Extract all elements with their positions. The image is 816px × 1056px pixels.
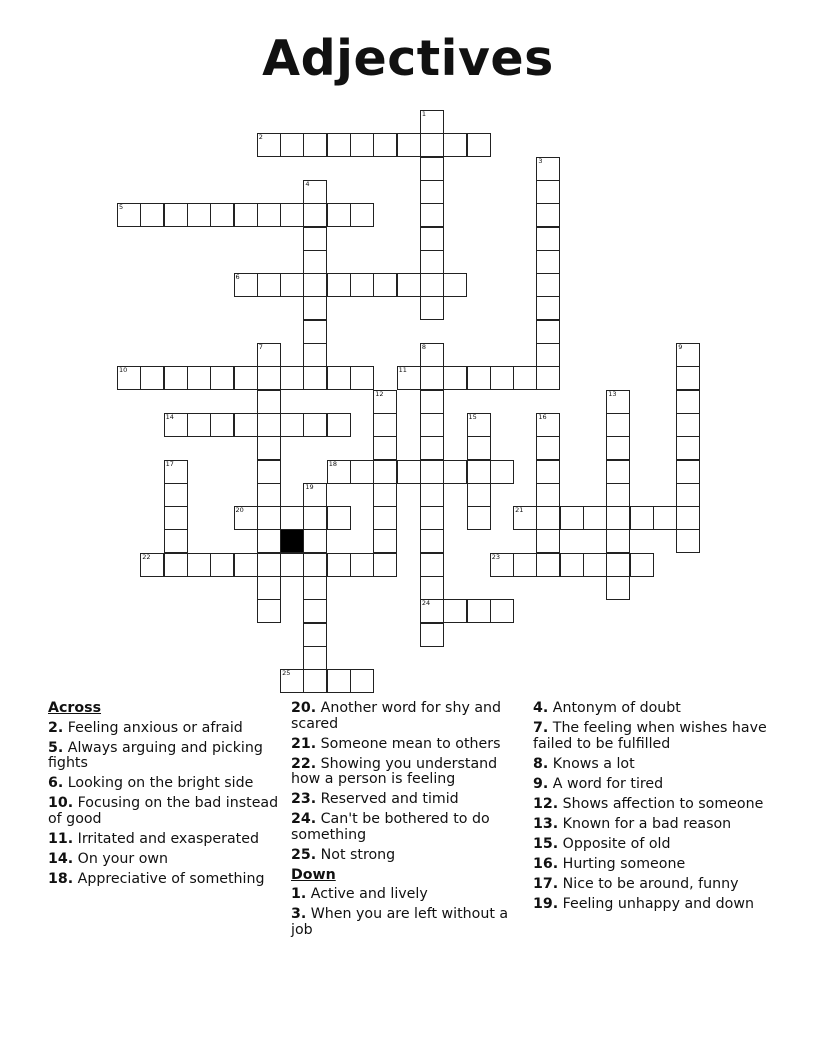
clue-item-number: 23. bbox=[291, 791, 317, 807]
clue-number: 17 bbox=[165, 459, 174, 468]
clue-item-text: Feeling anxious or afraid bbox=[63, 719, 243, 736]
grid-cell[interactable] bbox=[187, 366, 211, 390]
grid-cell[interactable] bbox=[303, 506, 327, 530]
grid-cell[interactable] bbox=[420, 436, 444, 460]
grid-cell[interactable] bbox=[140, 366, 164, 390]
grid-cell[interactable] bbox=[676, 436, 700, 460]
clue-number: 1 bbox=[421, 110, 427, 118]
grid-cell[interactable] bbox=[327, 506, 351, 530]
grid-cell[interactable] bbox=[676, 413, 700, 437]
grid-cell[interactable] bbox=[303, 483, 327, 507]
grid-cell[interactable] bbox=[257, 553, 281, 577]
grid-cell[interactable] bbox=[397, 366, 421, 390]
grid-cell[interactable] bbox=[257, 413, 281, 437]
grid-cell[interactable] bbox=[373, 273, 397, 297]
grid-cell[interactable] bbox=[373, 390, 397, 414]
grid-cell[interactable] bbox=[164, 506, 188, 530]
grid-cell[interactable] bbox=[420, 483, 444, 507]
grid-cell[interactable] bbox=[606, 506, 630, 530]
grid-cell[interactable] bbox=[257, 203, 281, 227]
grid-cell[interactable] bbox=[560, 506, 584, 530]
grid-cell[interactable] bbox=[327, 460, 351, 484]
grid-cell[interactable] bbox=[630, 553, 654, 577]
clue-number: 11 bbox=[398, 366, 407, 375]
grid-cell[interactable] bbox=[303, 180, 327, 204]
clue-item-number: 11. bbox=[48, 830, 74, 847]
clue-item bbox=[291, 737, 527, 753]
grid-cell[interactable] bbox=[257, 390, 281, 414]
grid-cell[interactable] bbox=[303, 343, 327, 367]
grid-cell[interactable] bbox=[676, 483, 700, 507]
grid-cell[interactable] bbox=[653, 506, 677, 530]
clue-number: 2 bbox=[258, 133, 263, 142]
grid-cell[interactable] bbox=[420, 273, 444, 297]
grid-cell[interactable] bbox=[443, 599, 467, 623]
grid-cell[interactable] bbox=[350, 460, 374, 484]
grid-cell[interactable] bbox=[443, 460, 467, 484]
grid-cell[interactable] bbox=[420, 576, 444, 600]
grid-cell[interactable] bbox=[257, 366, 281, 390]
grid-cell[interactable] bbox=[257, 576, 281, 600]
grid-cell[interactable] bbox=[327, 203, 351, 227]
grid-cell[interactable] bbox=[350, 273, 374, 297]
grid-cell[interactable] bbox=[303, 623, 327, 647]
clue-number: 18 bbox=[328, 459, 337, 468]
grid-cell[interactable] bbox=[117, 366, 141, 390]
clue-item-text: Irritated and exasperated bbox=[73, 830, 259, 847]
clue-item-number: 7. bbox=[533, 720, 549, 736]
clue-item-text: A word for tired bbox=[548, 775, 664, 792]
clue-item bbox=[48, 796, 284, 827]
clue-item-number: 14. bbox=[48, 850, 74, 867]
clue-item bbox=[533, 837, 769, 853]
grid-cell[interactable] bbox=[350, 553, 374, 577]
grid-cell[interactable] bbox=[467, 460, 491, 484]
clue-number: 21 bbox=[515, 506, 524, 515]
clue-item bbox=[48, 721, 284, 737]
grid-cell[interactable] bbox=[373, 413, 397, 437]
clue-item-text: Shows affection to someone bbox=[558, 795, 764, 812]
grid-cell[interactable] bbox=[420, 623, 444, 647]
clue-item bbox=[48, 776, 284, 792]
grid-cell[interactable] bbox=[513, 366, 537, 390]
grid-cell[interactable] bbox=[280, 413, 304, 437]
grid-cell[interactable] bbox=[397, 273, 421, 297]
grid-cell[interactable] bbox=[373, 483, 397, 507]
grid-cell[interactable] bbox=[420, 180, 444, 204]
clue-item-text: Looking on the bright side bbox=[63, 775, 254, 791]
grid-cell[interactable] bbox=[536, 273, 560, 297]
grid-cell[interactable] bbox=[280, 553, 304, 577]
grid-cell[interactable] bbox=[490, 553, 514, 577]
grid-cell[interactable] bbox=[420, 157, 444, 181]
grid-cell[interactable] bbox=[373, 436, 397, 460]
grid-cell[interactable] bbox=[420, 203, 444, 227]
grid-cell[interactable] bbox=[303, 250, 327, 274]
grid-cell[interactable] bbox=[420, 250, 444, 274]
grid-cell[interactable] bbox=[303, 366, 327, 390]
clue-item-text: Knows a lot bbox=[548, 755, 635, 772]
clue-item-text: Feeling unhappy and down bbox=[558, 895, 754, 912]
grid-cell[interactable] bbox=[303, 296, 327, 320]
clue-item-text: Focusing on the bad instead of good bbox=[48, 795, 279, 827]
clue-item-number: 25. bbox=[291, 846, 317, 863]
grid-cell[interactable] bbox=[513, 553, 537, 577]
clues-column-2 bbox=[291, 701, 527, 943]
grid-cell[interactable] bbox=[606, 483, 630, 507]
grid-cell[interactable] bbox=[606, 436, 630, 460]
clue-item bbox=[291, 812, 527, 843]
grid-cell[interactable] bbox=[327, 273, 351, 297]
grid-cell[interactable] bbox=[327, 366, 351, 390]
clue-item-text: When you are left without a job bbox=[291, 906, 509, 938]
clue-item bbox=[291, 907, 527, 938]
grid-cell[interactable] bbox=[420, 227, 444, 251]
clue-item-text: Someone mean to others bbox=[316, 735, 501, 752]
grid-cell[interactable] bbox=[606, 390, 630, 414]
grid-cell[interactable] bbox=[280, 273, 304, 297]
grid-cell[interactable] bbox=[327, 553, 351, 577]
grid-cell[interactable] bbox=[490, 599, 514, 623]
clue-item-number: 22. bbox=[291, 755, 317, 772]
clue-item bbox=[533, 797, 769, 813]
grid-cell[interactable] bbox=[676, 506, 700, 530]
grid-cell[interactable] bbox=[536, 366, 560, 390]
grid-cell[interactable] bbox=[467, 133, 491, 157]
across-heading: Across bbox=[48, 700, 102, 716]
grid-cell[interactable] bbox=[164, 483, 188, 507]
clue-item-number: 18. bbox=[48, 870, 74, 887]
grid-cell[interactable] bbox=[420, 553, 444, 577]
grid-cell[interactable] bbox=[303, 599, 327, 623]
grid-cell[interactable] bbox=[257, 436, 281, 460]
clue-number: 24 bbox=[421, 599, 431, 608]
grid-cell[interactable] bbox=[327, 413, 351, 437]
grid-cell[interactable] bbox=[606, 529, 630, 553]
grid-cell[interactable] bbox=[257, 529, 281, 553]
grid-cell[interactable] bbox=[397, 460, 421, 484]
grid-cell[interactable] bbox=[536, 296, 560, 320]
grid-cell[interactable] bbox=[303, 529, 327, 553]
clues-column-1 bbox=[48, 701, 284, 892]
grid-cell[interactable] bbox=[536, 483, 560, 507]
grid-cell[interactable] bbox=[467, 506, 491, 530]
clue-number: 23 bbox=[491, 552, 501, 561]
grid-cell[interactable] bbox=[164, 529, 188, 553]
clue-number: 6 bbox=[235, 273, 240, 282]
clue-item-number: 3. bbox=[291, 906, 307, 922]
grid-cell[interactable] bbox=[630, 506, 654, 530]
grid-cell[interactable] bbox=[420, 366, 444, 390]
grid-cell[interactable] bbox=[420, 390, 444, 414]
grid-cell[interactable] bbox=[606, 413, 630, 437]
grid-cell[interactable] bbox=[164, 366, 188, 390]
grid-cell[interactable] bbox=[257, 506, 281, 530]
clue-number: 19 bbox=[305, 482, 314, 491]
grid-cell[interactable] bbox=[303, 413, 327, 437]
grid-cell[interactable] bbox=[140, 203, 164, 227]
grid-cell[interactable] bbox=[234, 506, 258, 530]
clue-number: 16 bbox=[538, 412, 547, 421]
grid-cell[interactable] bbox=[443, 366, 467, 390]
grid-cell[interactable] bbox=[234, 553, 258, 577]
grid-cell[interactable] bbox=[350, 133, 374, 157]
grid-cell[interactable] bbox=[490, 460, 514, 484]
grid-cell[interactable] bbox=[467, 366, 491, 390]
clue-item bbox=[48, 852, 284, 868]
clue-item-text: Always arguing and picking fights bbox=[48, 739, 263, 771]
clue-item-number: 16. bbox=[533, 855, 559, 872]
clue-item-text: Active and lively bbox=[306, 886, 428, 902]
grid-cell[interactable] bbox=[606, 460, 630, 484]
clue-number: 7 bbox=[258, 343, 263, 351]
clue-item-number: 17. bbox=[533, 875, 559, 892]
grid-cell[interactable] bbox=[280, 506, 304, 530]
grid-cell[interactable] bbox=[280, 203, 304, 227]
clue-item-text: Nice to be around, funny bbox=[558, 875, 739, 892]
grid-cell[interactable] bbox=[536, 553, 560, 577]
grid-cell[interactable] bbox=[536, 436, 560, 460]
grid-cell[interactable] bbox=[467, 436, 491, 460]
clue-number: 9 bbox=[678, 343, 683, 351]
grid-cell[interactable] bbox=[420, 110, 444, 134]
clue-item bbox=[533, 817, 769, 833]
black-square bbox=[280, 529, 304, 553]
grid-cell[interactable] bbox=[303, 273, 327, 297]
grid-cell[interactable] bbox=[467, 483, 491, 507]
clue-item bbox=[533, 777, 769, 793]
grid-cell[interactable] bbox=[280, 133, 304, 157]
clue-item-number: 12. bbox=[533, 795, 559, 812]
grid-cell[interactable] bbox=[187, 203, 211, 227]
grid-cell[interactable] bbox=[373, 553, 397, 577]
clue-item-text: The feeling when wishes have failed to be fulfilled bbox=[533, 720, 767, 752]
grid-cell[interactable] bbox=[164, 460, 188, 484]
grid-cell[interactable] bbox=[257, 273, 281, 297]
clue-item-number: 8. bbox=[533, 755, 549, 772]
clue-number: 25 bbox=[282, 669, 291, 678]
clue-item bbox=[533, 857, 769, 873]
grid-cell[interactable] bbox=[303, 320, 327, 344]
grid-cell[interactable] bbox=[420, 413, 444, 437]
clue-item-number: 2. bbox=[48, 719, 64, 736]
clue-item bbox=[291, 848, 527, 864]
clue-item-text: Not strong bbox=[316, 846, 396, 863]
grid-cell[interactable] bbox=[490, 366, 514, 390]
grid-cell[interactable] bbox=[676, 529, 700, 553]
clue-item-number: 19. bbox=[533, 895, 559, 912]
clue-item bbox=[48, 872, 284, 888]
grid-cell[interactable] bbox=[676, 366, 700, 390]
grid-cell[interactable] bbox=[536, 320, 560, 344]
clue-item-number: 20. bbox=[291, 700, 317, 716]
clue-item-text: Opposite of old bbox=[558, 835, 671, 852]
clue-item-number: 6. bbox=[48, 775, 64, 791]
grid-cell[interactable] bbox=[536, 180, 560, 204]
clue-item-number: 21. bbox=[291, 735, 317, 752]
grid-cell[interactable] bbox=[234, 203, 258, 227]
grid-cell[interactable] bbox=[397, 133, 421, 157]
clue-number: 12 bbox=[375, 389, 384, 398]
clue-item-number: 13. bbox=[533, 815, 559, 832]
clue-item bbox=[533, 877, 769, 893]
clue-item bbox=[533, 897, 769, 913]
clue-item-number: 1. bbox=[291, 886, 307, 902]
grid-cell[interactable] bbox=[676, 343, 700, 367]
grid-cell[interactable] bbox=[420, 599, 444, 623]
grid-cell[interactable] bbox=[327, 133, 351, 157]
clue-number: 8 bbox=[421, 343, 427, 351]
clue-item-text: Hurting someone bbox=[558, 855, 686, 872]
clue-item-text: Known for a bad reason bbox=[558, 815, 732, 832]
clue-number: 14 bbox=[165, 412, 174, 421]
grid-cell[interactable] bbox=[676, 460, 700, 484]
clue-item bbox=[48, 741, 284, 772]
grid-cell[interactable] bbox=[373, 460, 397, 484]
grid-cell[interactable] bbox=[536, 227, 560, 251]
grid-cell[interactable] bbox=[536, 157, 560, 181]
grid-cell[interactable] bbox=[303, 669, 327, 693]
clue-item bbox=[291, 792, 527, 808]
grid-cell[interactable] bbox=[420, 343, 444, 367]
grid-cell[interactable] bbox=[536, 250, 560, 274]
puzzle-title: Adjectives bbox=[262, 30, 554, 87]
clue-item-text: Can't be bothered to do something bbox=[291, 811, 490, 843]
clues-column-3 bbox=[533, 701, 769, 917]
clue-item-number: 9. bbox=[533, 775, 549, 792]
grid-cell[interactable] bbox=[257, 483, 281, 507]
clue-item-text: Another word for shy and scared bbox=[291, 700, 502, 732]
grid-cell[interactable] bbox=[187, 413, 211, 437]
grid-cell[interactable] bbox=[303, 227, 327, 251]
clue-number: 13 bbox=[608, 389, 617, 398]
grid-cell[interactable] bbox=[303, 203, 327, 227]
grid-cell[interactable] bbox=[513, 506, 537, 530]
grid-cell[interactable] bbox=[560, 553, 584, 577]
grid-cell[interactable] bbox=[420, 506, 444, 530]
grid-cell[interactable] bbox=[210, 203, 234, 227]
grid-cell[interactable] bbox=[257, 133, 281, 157]
grid-cell[interactable] bbox=[606, 576, 630, 600]
grid-cell[interactable] bbox=[303, 553, 327, 577]
clue-item-text: Antonym of doubt bbox=[548, 700, 681, 716]
clue-item-text: On your own bbox=[73, 850, 169, 867]
grid-cell[interactable] bbox=[606, 553, 630, 577]
grid-cell[interactable] bbox=[164, 203, 188, 227]
grid-cell[interactable] bbox=[536, 506, 560, 530]
grid-cell[interactable] bbox=[536, 529, 560, 553]
grid-cell[interactable] bbox=[234, 366, 258, 390]
clue-number: 20 bbox=[235, 506, 244, 515]
grid-cell[interactable] bbox=[234, 273, 258, 297]
grid-cell[interactable] bbox=[373, 133, 397, 157]
grid-cell[interactable] bbox=[467, 599, 491, 623]
grid-cell[interactable] bbox=[420, 133, 444, 157]
grid-cell[interactable] bbox=[350, 669, 374, 693]
grid-cell[interactable] bbox=[164, 413, 188, 437]
clue-number: 15 bbox=[468, 412, 477, 421]
clue-item-number: 10. bbox=[48, 795, 74, 811]
grid-cell[interactable] bbox=[257, 460, 281, 484]
grid-cell[interactable] bbox=[350, 366, 374, 390]
grid-cell[interactable] bbox=[467, 413, 491, 437]
grid-cell[interactable] bbox=[117, 203, 141, 227]
clue-item-text: Reserved and timid bbox=[316, 791, 459, 807]
clue-item-text: Showing you understand how a person is feeling bbox=[291, 755, 498, 787]
grid-cell[interactable] bbox=[583, 553, 607, 577]
grid-cell[interactable] bbox=[373, 506, 397, 530]
grid-cell[interactable] bbox=[280, 366, 304, 390]
grid-cell[interactable] bbox=[303, 646, 327, 670]
clue-item bbox=[291, 701, 527, 732]
grid-cell[interactable] bbox=[583, 506, 607, 530]
clue-item bbox=[533, 701, 769, 717]
grid-cell[interactable] bbox=[420, 529, 444, 553]
clue-item-text: Appreciative of something bbox=[73, 870, 265, 887]
grid-cell[interactable] bbox=[536, 203, 560, 227]
clue-number: 3 bbox=[538, 156, 543, 165]
clue-item bbox=[291, 887, 527, 903]
clue-item bbox=[533, 721, 769, 752]
grid-cell[interactable] bbox=[443, 273, 467, 297]
grid-cell[interactable] bbox=[420, 460, 444, 484]
grid-cell[interactable] bbox=[303, 576, 327, 600]
grid-cell[interactable] bbox=[187, 553, 211, 577]
grid-cell[interactable] bbox=[536, 460, 560, 484]
grid-cell[interactable] bbox=[210, 553, 234, 577]
grid-cell[interactable] bbox=[257, 343, 281, 367]
grid-cell[interactable] bbox=[140, 553, 164, 577]
grid-cell[interactable] bbox=[420, 296, 444, 320]
grid-cell[interactable] bbox=[210, 413, 234, 437]
grid-cell[interactable] bbox=[210, 366, 234, 390]
clue-item-number: 15. bbox=[533, 835, 559, 852]
clue-number: 4 bbox=[305, 179, 310, 188]
clue-number: 22 bbox=[142, 552, 151, 561]
clue-item bbox=[533, 757, 769, 773]
grid-cell[interactable] bbox=[443, 133, 467, 157]
clue-item-number: 4. bbox=[533, 700, 549, 716]
clue-item-number: 24. bbox=[291, 811, 317, 827]
grid-cell[interactable] bbox=[536, 413, 560, 437]
clue-number: 5 bbox=[119, 203, 124, 212]
grid-cell[interactable] bbox=[234, 413, 258, 437]
grid-cell[interactable] bbox=[303, 133, 327, 157]
clue-item bbox=[48, 832, 284, 848]
grid-cell[interactable] bbox=[257, 599, 281, 623]
grid-cell[interactable] bbox=[327, 669, 351, 693]
down-heading: Down bbox=[291, 866, 336, 883]
grid-cell[interactable] bbox=[350, 203, 374, 227]
clue-item-number: 5. bbox=[48, 739, 64, 756]
grid-cell[interactable] bbox=[164, 553, 188, 577]
grid-cell[interactable] bbox=[676, 390, 700, 414]
clue-number: 10 bbox=[119, 366, 128, 375]
clue-item bbox=[291, 757, 527, 788]
grid-cell[interactable] bbox=[373, 529, 397, 553]
grid-cell[interactable] bbox=[536, 343, 560, 367]
grid-cell[interactable] bbox=[280, 669, 304, 693]
